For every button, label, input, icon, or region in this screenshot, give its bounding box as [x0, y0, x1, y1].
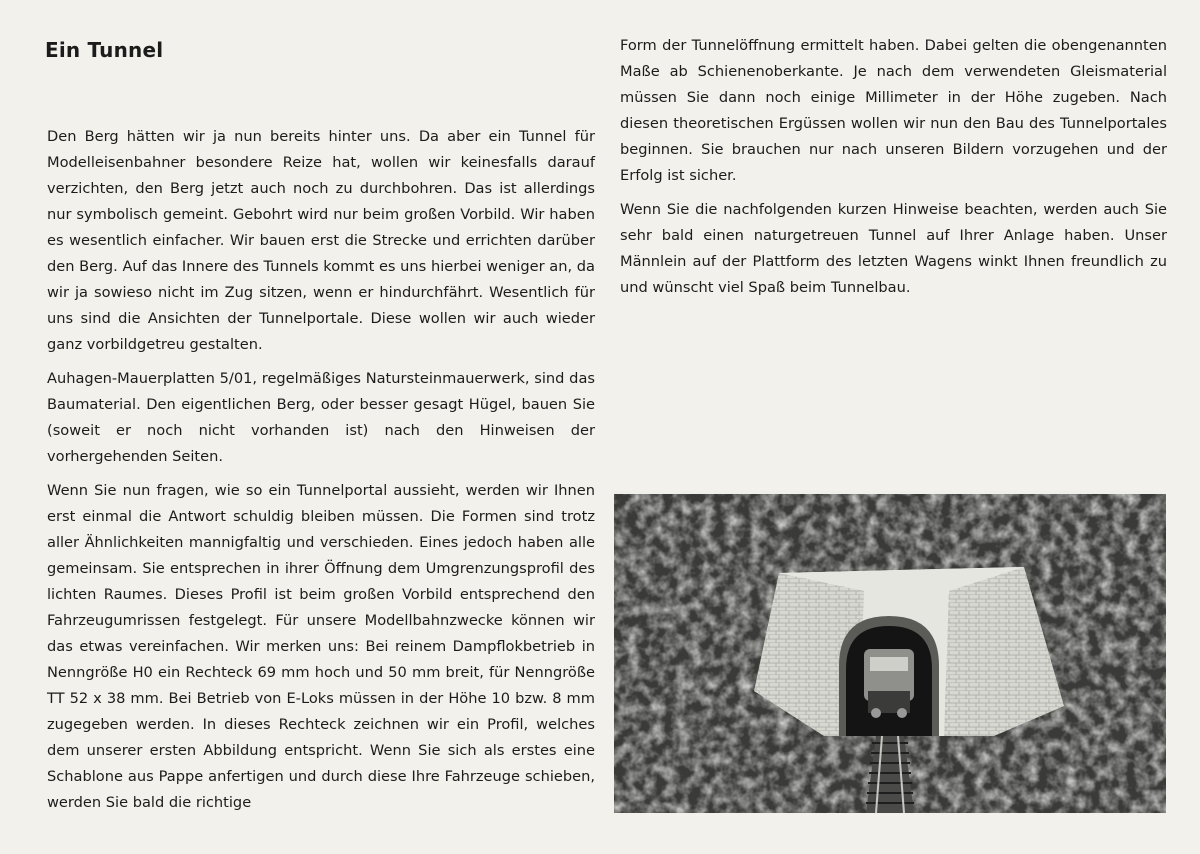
paragraph: Wenn Sie die nachfolgenden kurzen Hinweise beachten, werden auch Sie sehr bald einen naturgetreuen Tunnel auf Ihrer Anlage haben. Unser Männlein auf der Plattform des letzten Wagens winkt Ihnen freundlich zu und wünscht viel Spaß beim Tunnelbau.: [620, 201, 1167, 296]
left-text-column: [47, 124, 595, 824]
paragraph: Auhagen-Mauerplatten 5/01, regelmäßiges Natursteinmauerwerk, sind das Baumaterial. Den eigentlichen Berg, oder besser gesagt Hügel, bauen Sie (soweit er noch nicht vorhanden ist) nach den Hinweisen der vorhergehenden Seiten.: [47, 370, 595, 465]
paragraph: Form der Tunnelöffnung ermittelt haben. Dabei gelten die obengenannten Maße ab Schienenoberkante. Je nach dem verwendeten Gleismaterial müssen Sie dann noch einige Millimeter in der Höhe zugeben. Nach diesen theoretischen Ergüssen wollen wir nun den Bau des Tunnelportales beginnen. Sie brauchen nur nach unseren Bildern vorzugehen und der Erfolg ist sicher.: [620, 37, 1167, 184]
paragraph: Den Berg hätten wir ja nun bereits hinter uns. Da aber ein Tunnel für Modelleisenbahner besondere Reize hat, wollen wir keinesfalls darauf verzichten, den Berg jetzt auch noch zu durchbohren. Das ist allerdings nur symbolisch gemeint. Gebohrt wird nur beim großen Vorbild. Wir haben es wesentlich einfacher. Wir bauen erst die Strecke und errichten darüber den Berg. Auf das Innere des Tunnels kommt es uns hierbei weniger an, da wir ja sowieso nicht im Zug sitzen, wenn er hindurchfährt. Wesentlich für uns sind die Ansichten der Tunnelportale. Diese wollen wir auch wieder ganz vorbildgetreu gestalten.: [47, 128, 595, 353]
photo-illustration: [614, 491, 1166, 813]
paragraph: Wenn Sie nun fragen, wie so ein Tunnelportal aussieht, werden wir Ihnen erst einmal die Antwort schuldig bleiben müssen. Die Formen sind trotz aller Ähnlichkeiten mannigfaltig und verschieden. Eines jedoch haben alle gemeinsam. Sie entsprechen in ihrer Öffnung dem Umgrenzungsprofil des lichten Raumes. Dieses Profil ist beim großen Vorbild entsprechend den Fahrzeugumrissen festgelegt. Für unsere Modellbahnzwecke können wir das etwas vereinfachen. Wir merken uns: Bei reinem Dampflokbetrieb in Nenngröße H0 ein Rechteck 69 mm hoch und 50 mm breit, für Nenngröße TT 52 x 38 mm. Bei Betrieb von E-Loks müssen in der Höhe 10 bzw. 8 mm zugegeben werden. In dieses Rechteck zeichnen wir ein Profil, welches dem unserer ersten Abbildung entspricht. Wenn Sie sich als erstes eine Schablone aus Pappe anfertigen und durch diese Ihre Fahrzeuge schieben, werden Sie bald die richtige: [47, 482, 595, 811]
tunnel-portal-photo: [614, 491, 1166, 813]
page-title: Ein Tunnel: [45, 38, 164, 62]
right-text-column: [620, 33, 1167, 309]
